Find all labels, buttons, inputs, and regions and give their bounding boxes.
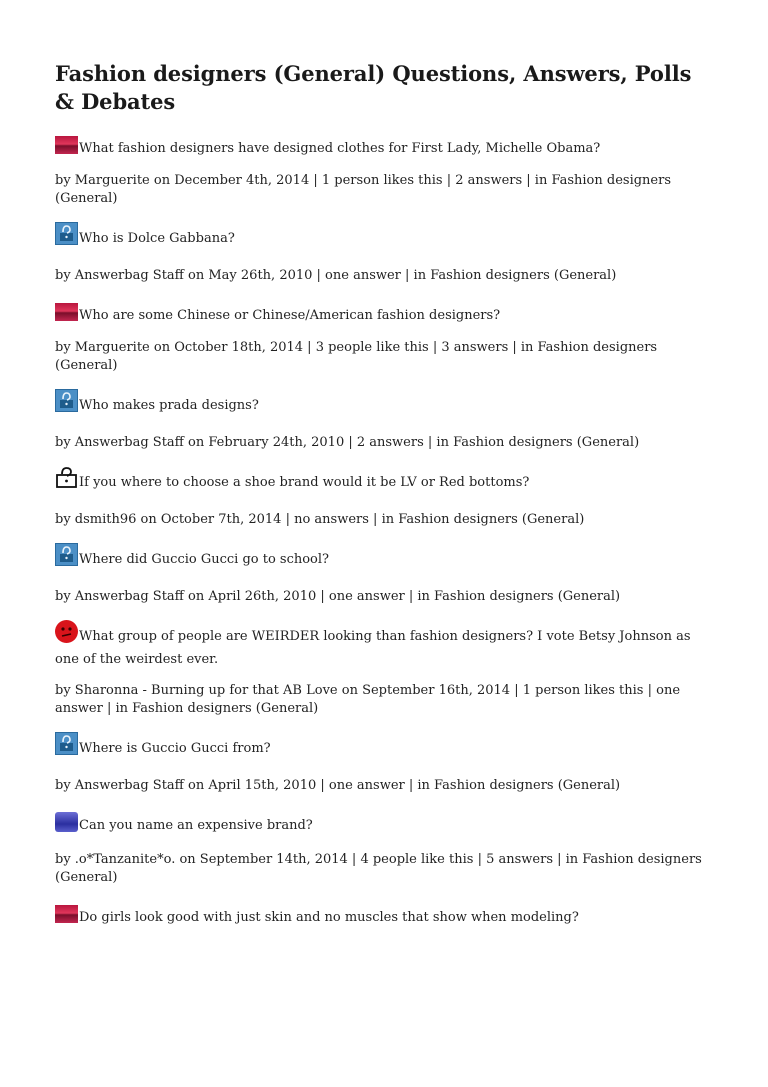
list-item xyxy=(55,740,715,795)
question-meta: by Answerbag Staff on April 15th, 2010 | one answer | in Fashion designers (General) xyxy=(55,778,621,793)
question-meta: by Marguerite on December 4th, 2014 | 1 person likes this | 2 answers | in Fashion designers (General) xyxy=(55,173,672,206)
list-item xyxy=(55,474,715,529)
default-avatar-icon[interactable] xyxy=(55,466,78,489)
list-item xyxy=(55,140,715,208)
question-link[interactable]: Who is Dolce Gabbana? xyxy=(79,231,235,246)
list-item xyxy=(55,397,715,452)
list-item xyxy=(55,817,715,887)
sunset-avatar-icon[interactable] xyxy=(55,905,78,923)
question-link[interactable]: Who makes prada designs? xyxy=(79,398,259,413)
list-item xyxy=(55,307,715,375)
question-link[interactable]: Do girls look good with just skin and no muscles that show when modeling? xyxy=(79,910,579,925)
question-meta: by Marguerite on October 18th, 2014 | 3 people like this | 3 answers | in Fashion designers (General) xyxy=(55,340,658,373)
red-face-avatar-icon[interactable] xyxy=(55,620,78,643)
question-link[interactable]: Can you name an expensive brand? xyxy=(79,818,313,833)
list-item xyxy=(55,628,715,718)
question-meta: by Sharonna - Burning up for that AB Love on September 16th, 2014 | 1 person likes this | one answer | in Fashion designers (General) xyxy=(55,683,681,716)
staff-avatar-icon[interactable] xyxy=(55,732,78,755)
question-meta: by Answerbag Staff on May 26th, 2010 | one answer | in Fashion designers (General) xyxy=(55,268,617,283)
sunset-avatar-icon[interactable] xyxy=(55,136,78,154)
list-item xyxy=(55,909,715,927)
question-link[interactable]: Where is Guccio Gucci from? xyxy=(79,741,271,756)
lips-avatar-icon[interactable] xyxy=(55,812,78,832)
question-meta: by dsmith96 on October 7th, 2014 | no answers | in Fashion designers (General) xyxy=(55,512,585,527)
question-link[interactable]: What fashion designers have designed clothes for First Lady, Michelle Obama? xyxy=(79,141,601,156)
question-link[interactable]: Where did Guccio Gucci go to school? xyxy=(79,552,330,567)
staff-avatar-icon[interactable] xyxy=(55,389,78,412)
question-link[interactable]: What group of people are WEIRDER looking than fashion designers? I vote Betsy Johnson as one of the weirdest ever. xyxy=(55,629,691,667)
question-link[interactable]: Who are some Chinese or Chinese/American fashion designers? xyxy=(79,308,501,323)
staff-avatar-icon[interactable] xyxy=(55,222,78,245)
question-list xyxy=(55,140,715,927)
page-title: Fashion designers (General) Questions, Answers, Polls & Debates xyxy=(55,61,692,114)
question-meta: by Answerbag Staff on February 24th, 2010 | 2 answers | in Fashion designers (General) xyxy=(55,435,640,450)
list-item xyxy=(55,230,715,285)
staff-avatar-icon[interactable] xyxy=(55,543,78,566)
document-page xyxy=(55,60,715,949)
question-meta: by .o*Tanzanite*o. on September 14th, 2014 | 4 people like this | 5 answers | in Fashion designers (General) xyxy=(55,852,702,885)
sunset-avatar-icon[interactable] xyxy=(55,303,78,321)
list-item xyxy=(55,551,715,606)
question-link[interactable]: If you where to choose a shoe brand would it be LV or Red bottoms? xyxy=(79,475,530,490)
question-meta: by Answerbag Staff on April 26th, 2010 | one answer | in Fashion designers (General) xyxy=(55,589,621,604)
